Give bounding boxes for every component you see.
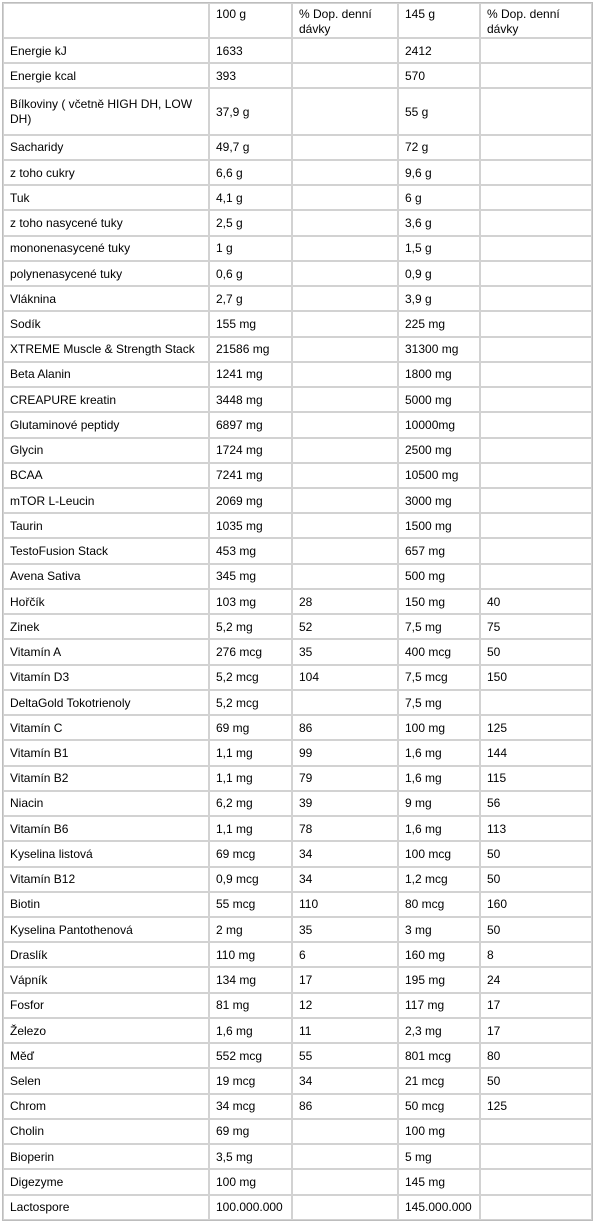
nutrient-name: z toho cukry <box>3 160 209 185</box>
dv-percent-145g <box>480 236 592 261</box>
amount-145g: 10500 mg <box>398 463 480 488</box>
table-row <box>3 841 592 866</box>
dv-percent-100g: 35 <box>292 917 398 942</box>
dv-percent-100g <box>292 438 398 463</box>
amount-100g: 134 mg <box>209 967 292 992</box>
dv-percent-100g: 34 <box>292 867 398 892</box>
dv-percent-100g <box>292 564 398 589</box>
amount-100g: 3,5 mg <box>209 1144 292 1169</box>
dv-percent-100g: 17 <box>292 967 398 992</box>
nutrient-name: Vitamín D3 <box>3 665 209 690</box>
nutrient-name: Kyselina Pantothenová <box>3 917 209 942</box>
amount-100g: 6897 mg <box>209 412 292 437</box>
amount-145g: 225 mg <box>398 311 480 336</box>
amount-100g: 2,7 g <box>209 286 292 311</box>
dv-percent-145g <box>480 160 592 185</box>
dv-percent-100g: 6 <box>292 942 398 967</box>
dv-percent-145g: 17 <box>480 1018 592 1043</box>
amount-145g: 55 g <box>398 88 480 134</box>
nutrient-name: Vláknina <box>3 286 209 311</box>
dv-percent-145g <box>480 210 592 235</box>
table-row <box>3 286 592 311</box>
nutrient-name: Chrom <box>3 1094 209 1119</box>
dv-percent-100g: 11 <box>292 1018 398 1043</box>
dv-percent-145g: 50 <box>480 1068 592 1093</box>
header-dv-145g: % Dop. denní dávky <box>480 3 592 38</box>
amount-145g: 570 <box>398 63 480 88</box>
dv-percent-145g: 50 <box>480 867 592 892</box>
nutrient-name: mononenasycené tuky <box>3 236 209 261</box>
dv-percent-145g <box>480 438 592 463</box>
dv-percent-145g: 24 <box>480 967 592 992</box>
dv-percent-100g: 39 <box>292 791 398 816</box>
amount-100g: 453 mg <box>209 538 292 563</box>
dv-percent-145g <box>480 135 592 160</box>
amount-100g: 55 mcg <box>209 892 292 917</box>
table-row <box>3 715 592 740</box>
table-row <box>3 538 592 563</box>
dv-percent-145g <box>480 488 592 513</box>
dv-percent-100g: 28 <box>292 589 398 614</box>
amount-100g: 110 mg <box>209 942 292 967</box>
amount-145g: 2500 mg <box>398 438 480 463</box>
nutrient-name: Avena Sativa <box>3 564 209 589</box>
amount-100g: 5,2 mcg <box>209 690 292 715</box>
table-row <box>3 1195 592 1220</box>
amount-145g: 5 mg <box>398 1144 480 1169</box>
amount-100g: 1,1 mg <box>209 816 292 841</box>
nutrient-name: Biotin <box>3 892 209 917</box>
table-row <box>3 1119 592 1144</box>
dv-percent-145g: 75 <box>480 614 592 639</box>
nutrient-name: Vitamín B6 <box>3 816 209 841</box>
dv-percent-100g: 35 <box>292 639 398 664</box>
table-row <box>3 639 592 664</box>
dv-percent-100g <box>292 337 398 362</box>
dv-percent-145g <box>480 513 592 538</box>
dv-percent-145g <box>480 387 592 412</box>
nutrient-name: Zinek <box>3 614 209 639</box>
amount-145g: 100 mg <box>398 1119 480 1144</box>
dv-percent-145g: 40 <box>480 589 592 614</box>
table-row <box>3 337 592 362</box>
nutrient-name: DeltaGold Tokotrienoly <box>3 690 209 715</box>
nutrient-name: Železo <box>3 1018 209 1043</box>
dv-percent-100g: 110 <box>292 892 398 917</box>
nutrient-name: Vitamín B12 <box>3 867 209 892</box>
nutrient-name: Energie kJ <box>3 38 209 63</box>
amount-100g: 345 mg <box>209 564 292 589</box>
dv-percent-145g: 56 <box>480 791 592 816</box>
header-145g: 145 g <box>398 3 480 38</box>
dv-percent-100g <box>292 63 398 88</box>
amount-100g: 2,5 g <box>209 210 292 235</box>
table-row <box>3 791 592 816</box>
table-row <box>3 892 592 917</box>
amount-100g: 7241 mg <box>209 463 292 488</box>
dv-percent-145g: 8 <box>480 942 592 967</box>
dv-percent-145g: 50 <box>480 841 592 866</box>
dv-percent-145g: 50 <box>480 639 592 664</box>
amount-100g: 49,7 g <box>209 135 292 160</box>
nutrient-name: Sacharidy <box>3 135 209 160</box>
amount-100g: 6,6 g <box>209 160 292 185</box>
amount-145g: 5000 mg <box>398 387 480 412</box>
table-row <box>3 917 592 942</box>
amount-100g: 100 mg <box>209 1169 292 1194</box>
dv-percent-145g <box>480 1119 592 1144</box>
dv-percent-100g <box>292 286 398 311</box>
table-row <box>3 1043 592 1068</box>
table-row <box>3 614 592 639</box>
dv-percent-145g <box>480 690 592 715</box>
dv-percent-100g <box>292 690 398 715</box>
dv-percent-100g <box>292 236 398 261</box>
nutrient-name: Kyselina listová <box>3 841 209 866</box>
amount-145g: 9,6 g <box>398 160 480 185</box>
nutrient-name: Selen <box>3 1068 209 1093</box>
dv-percent-100g <box>292 1119 398 1144</box>
dv-percent-100g: 34 <box>292 1068 398 1093</box>
table-row <box>3 362 592 387</box>
amount-100g: 103 mg <box>209 589 292 614</box>
table-row <box>3 387 592 412</box>
dv-percent-145g: 144 <box>480 740 592 765</box>
dv-percent-145g <box>480 538 592 563</box>
dv-percent-145g <box>480 412 592 437</box>
amount-100g: 0,9 mcg <box>209 867 292 892</box>
nutrient-name: Fosfor <box>3 993 209 1018</box>
amount-145g: 1800 mg <box>398 362 480 387</box>
dv-percent-145g <box>480 38 592 63</box>
nutrient-name: Vitamín B2 <box>3 766 209 791</box>
amount-145g: 400 mcg <box>398 639 480 664</box>
amount-145g: 150 mg <box>398 589 480 614</box>
nutrient-name: Taurin <box>3 513 209 538</box>
table-row <box>3 942 592 967</box>
amount-100g: 1,1 mg <box>209 740 292 765</box>
amount-145g: 1500 mg <box>398 513 480 538</box>
table-row <box>3 1018 592 1043</box>
amount-100g: 81 mg <box>209 993 292 1018</box>
header-dv-100g: % Dop. denní dávky <box>292 3 398 38</box>
nutrient-name: Niacin <box>3 791 209 816</box>
amount-100g: 276 mcg <box>209 639 292 664</box>
table-row <box>3 867 592 892</box>
nutrient-name: Sodík <box>3 311 209 336</box>
dv-percent-100g <box>292 538 398 563</box>
amount-100g: 393 <box>209 63 292 88</box>
amount-100g: 1241 mg <box>209 362 292 387</box>
table-body <box>3 38 592 1220</box>
amount-100g: 3448 mg <box>209 387 292 412</box>
amount-100g: 552 mcg <box>209 1043 292 1068</box>
amount-145g: 1,6 mg <box>398 740 480 765</box>
amount-145g: 80 mcg <box>398 892 480 917</box>
nutrient-name: Bioperin <box>3 1144 209 1169</box>
dv-percent-145g <box>480 63 592 88</box>
amount-100g: 69 mg <box>209 715 292 740</box>
nutrient-name: Měď <box>3 1043 209 1068</box>
dv-percent-145g <box>480 261 592 286</box>
amount-145g: 7,5 mg <box>398 690 480 715</box>
table-row <box>3 766 592 791</box>
table-row <box>3 463 592 488</box>
dv-percent-145g <box>480 337 592 362</box>
amount-145g: 10000mg <box>398 412 480 437</box>
nutrient-name: Vitamín C <box>3 715 209 740</box>
dv-percent-145g: 125 <box>480 1094 592 1119</box>
dv-percent-100g <box>292 488 398 513</box>
amount-145g: 7,5 mg <box>398 614 480 639</box>
table-row <box>3 38 592 63</box>
nutrient-name: Cholin <box>3 1119 209 1144</box>
dv-percent-145g: 80 <box>480 1043 592 1068</box>
nutrition-table <box>2 2 593 1221</box>
table-row <box>3 63 592 88</box>
amount-145g: 100 mcg <box>398 841 480 866</box>
table-row <box>3 160 592 185</box>
dv-percent-100g: 34 <box>292 841 398 866</box>
dv-percent-100g <box>292 1144 398 1169</box>
amount-145g: 3,6 g <box>398 210 480 235</box>
amount-145g: 500 mg <box>398 564 480 589</box>
nutrient-name: Beta Alanin <box>3 362 209 387</box>
nutrient-name: polynenasycené tuky <box>3 261 209 286</box>
table-row <box>3 564 592 589</box>
table-row <box>3 311 592 336</box>
table-row <box>3 740 592 765</box>
table-row <box>3 1068 592 1093</box>
dv-percent-100g <box>292 160 398 185</box>
dv-percent-145g: 113 <box>480 816 592 841</box>
dv-percent-100g: 12 <box>292 993 398 1018</box>
table-row <box>3 589 592 614</box>
nutrient-name: Bílkoviny ( včetně HIGH DH, LOW DH) <box>3 88 209 134</box>
amount-100g: 2069 mg <box>209 488 292 513</box>
table-row <box>3 1144 592 1169</box>
dv-percent-145g: 17 <box>480 993 592 1018</box>
table-row <box>3 135 592 160</box>
nutrient-name: Lactospore <box>3 1195 209 1220</box>
amount-100g: 1035 mg <box>209 513 292 538</box>
dv-percent-145g <box>480 286 592 311</box>
amount-145g: 9 mg <box>398 791 480 816</box>
amount-100g: 1633 <box>209 38 292 63</box>
table-row <box>3 488 592 513</box>
amount-145g: 117 mg <box>398 993 480 1018</box>
dv-percent-145g <box>480 1169 592 1194</box>
amount-100g: 5,2 mcg <box>209 665 292 690</box>
dv-percent-100g <box>292 135 398 160</box>
dv-percent-145g <box>480 88 592 134</box>
amount-100g: 1724 mg <box>209 438 292 463</box>
table-row <box>3 513 592 538</box>
table-row <box>3 690 592 715</box>
nutrient-name: Hořčík <box>3 589 209 614</box>
amount-145g: 72 g <box>398 135 480 160</box>
dv-percent-145g <box>480 463 592 488</box>
amount-100g: 69 mg <box>209 1119 292 1144</box>
amount-100g: 34 mcg <box>209 1094 292 1119</box>
amount-145g: 21 mcg <box>398 1068 480 1093</box>
dv-percent-100g <box>292 412 398 437</box>
dv-percent-145g <box>480 311 592 336</box>
amount-145g: 6 g <box>398 185 480 210</box>
amount-100g: 100.000.000 <box>209 1195 292 1220</box>
amount-100g: 21586 mg <box>209 337 292 362</box>
dv-percent-100g <box>292 88 398 134</box>
table-row <box>3 88 592 134</box>
dv-percent-100g: 79 <box>292 766 398 791</box>
dv-percent-145g <box>480 564 592 589</box>
dv-percent-100g <box>292 261 398 286</box>
amount-145g: 3,9 g <box>398 286 480 311</box>
dv-percent-145g: 115 <box>480 766 592 791</box>
table-header-row <box>3 3 592 38</box>
amount-145g: 801 mcg <box>398 1043 480 1068</box>
table-row <box>3 236 592 261</box>
dv-percent-100g <box>292 387 398 412</box>
amount-100g: 5,2 mg <box>209 614 292 639</box>
amount-145g: 657 mg <box>398 538 480 563</box>
table-row <box>3 185 592 210</box>
amount-100g: 37,9 g <box>209 88 292 134</box>
table-row <box>3 665 592 690</box>
nutrient-name: TestoFusion Stack <box>3 538 209 563</box>
amount-145g: 2,3 mg <box>398 1018 480 1043</box>
dv-percent-100g <box>292 463 398 488</box>
table-row <box>3 438 592 463</box>
dv-percent-100g <box>292 513 398 538</box>
table-row <box>3 261 592 286</box>
amount-100g: 155 mg <box>209 311 292 336</box>
header-100g: 100 g <box>209 3 292 38</box>
amount-145g: 0,9 g <box>398 261 480 286</box>
table-row <box>3 1169 592 1194</box>
dv-percent-100g <box>292 185 398 210</box>
dv-percent-145g <box>480 1144 592 1169</box>
dv-percent-100g: 86 <box>292 715 398 740</box>
amount-145g: 3000 mg <box>398 488 480 513</box>
dv-percent-145g: 160 <box>480 892 592 917</box>
dv-percent-100g: 55 <box>292 1043 398 1068</box>
nutrient-name: Tuk <box>3 185 209 210</box>
nutrient-name: CREAPURE kreatin <box>3 387 209 412</box>
amount-100g: 4,1 g <box>209 185 292 210</box>
dv-percent-100g: 78 <box>292 816 398 841</box>
amount-100g: 19 mcg <box>209 1068 292 1093</box>
dv-percent-145g <box>480 362 592 387</box>
nutrient-name: Glycin <box>3 438 209 463</box>
dv-percent-100g: 86 <box>292 1094 398 1119</box>
table-row <box>3 210 592 235</box>
amount-100g: 0,6 g <box>209 261 292 286</box>
amount-100g: 6,2 mg <box>209 791 292 816</box>
nutrient-name: XTREME Muscle & Strength Stack <box>3 337 209 362</box>
amount-100g: 1 g <box>209 236 292 261</box>
amount-145g: 1,6 mg <box>398 766 480 791</box>
dv-percent-100g: 52 <box>292 614 398 639</box>
dv-percent-145g: 125 <box>480 715 592 740</box>
nutrient-name: Digezyme <box>3 1169 209 1194</box>
table-row <box>3 412 592 437</box>
amount-145g: 31300 mg <box>398 337 480 362</box>
dv-percent-100g <box>292 1169 398 1194</box>
header-blank <box>3 3 209 38</box>
dv-percent-100g <box>292 210 398 235</box>
dv-percent-145g <box>480 185 592 210</box>
dv-percent-100g <box>292 1195 398 1220</box>
amount-145g: 145.000.000 <box>398 1195 480 1220</box>
amount-145g: 195 mg <box>398 967 480 992</box>
dv-percent-100g: 99 <box>292 740 398 765</box>
amount-100g: 1,1 mg <box>209 766 292 791</box>
amount-145g: 7,5 mcg <box>398 665 480 690</box>
amount-100g: 1,6 mg <box>209 1018 292 1043</box>
amount-100g: 2 mg <box>209 917 292 942</box>
amount-100g: 69 mcg <box>209 841 292 866</box>
nutrient-name: Vitamín A <box>3 639 209 664</box>
nutrient-name: mTOR L-Leucin <box>3 488 209 513</box>
dv-percent-100g: 104 <box>292 665 398 690</box>
table-row <box>3 967 592 992</box>
dv-percent-100g <box>292 311 398 336</box>
dv-percent-145g: 150 <box>480 665 592 690</box>
nutrient-name: Draslík <box>3 942 209 967</box>
nutrient-name: Energie kcal <box>3 63 209 88</box>
amount-145g: 100 mg <box>398 715 480 740</box>
dv-percent-145g <box>480 1195 592 1220</box>
table-row <box>3 1094 592 1119</box>
nutrient-name: BCAA <box>3 463 209 488</box>
dv-percent-145g: 50 <box>480 917 592 942</box>
amount-145g: 1,6 mg <box>398 816 480 841</box>
table-row <box>3 816 592 841</box>
amount-145g: 2412 <box>398 38 480 63</box>
dv-percent-100g <box>292 38 398 63</box>
table-row <box>3 993 592 1018</box>
nutrient-name: Vitamín B1 <box>3 740 209 765</box>
amount-145g: 3 mg <box>398 917 480 942</box>
nutrient-name: z toho nasycené tuky <box>3 210 209 235</box>
nutrient-name: Vápník <box>3 967 209 992</box>
amount-145g: 50 mcg <box>398 1094 480 1119</box>
amount-145g: 1,5 g <box>398 236 480 261</box>
amount-145g: 160 mg <box>398 942 480 967</box>
nutrient-name: Glutaminové peptidy <box>3 412 209 437</box>
amount-145g: 145 mg <box>398 1169 480 1194</box>
dv-percent-100g <box>292 362 398 387</box>
amount-145g: 1,2 mcg <box>398 867 480 892</box>
